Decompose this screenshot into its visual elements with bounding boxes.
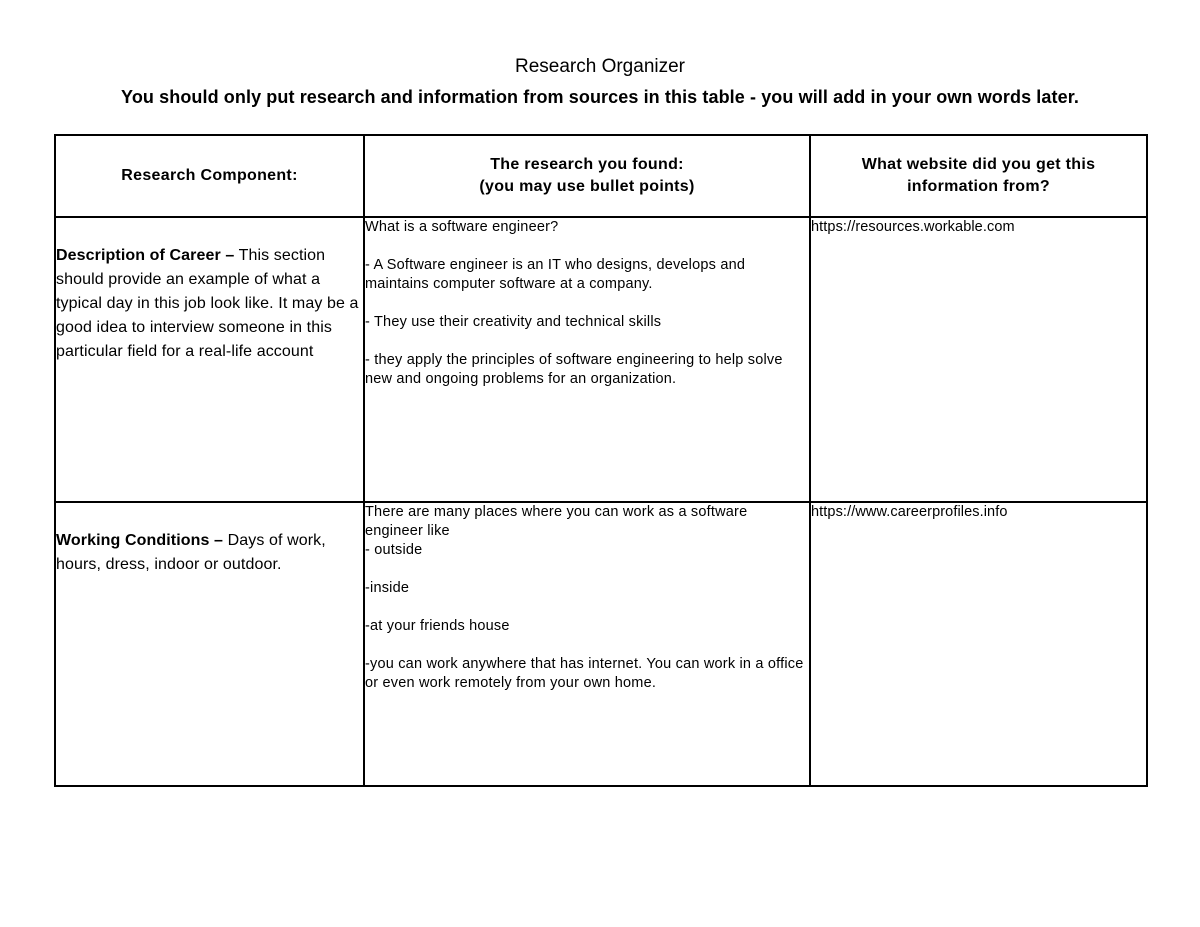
- research-line: There are many places where you can work as a software engineer like: [365, 504, 748, 539]
- research-line: - They use their creativity and technical skills: [365, 314, 662, 330]
- website-url: https://resources.workable.com: [811, 219, 1015, 235]
- header-component-label: Research Component:: [121, 167, 298, 184]
- table-header-row: [55, 135, 1147, 217]
- research-line: -you can work anywhere that has internet. You can work in a office or even work remotely from your own home.: [365, 656, 804, 691]
- research-line: - they apply the principles of software engineering to help solve new and ongoing problems for an organization.: [365, 352, 783, 387]
- header-research-found: [364, 135, 810, 217]
- component-cell: [55, 217, 364, 502]
- component-label: Working Conditions –: [56, 532, 224, 549]
- header-website: [810, 135, 1147, 217]
- research-line: What is a software engineer?: [365, 219, 559, 235]
- table-row-description-of-career: [55, 217, 1147, 502]
- component-description: Days of work, hours, dress, indoor or outdoor.: [56, 532, 326, 573]
- research-cell[interactable]: [364, 502, 810, 786]
- header-research-component: [55, 135, 364, 217]
- website-url: https://www.careerprofiles.info: [811, 504, 1008, 520]
- header-website-line1: What website did you get this: [861, 156, 1096, 173]
- research-line: - outside: [365, 542, 423, 558]
- header-research-line1: The research you found:: [490, 156, 684, 173]
- research-line: -at your friends house: [365, 618, 510, 634]
- header-website-line2: information from?: [907, 178, 1050, 195]
- header-research-line2: (you may use bullet points): [479, 178, 695, 195]
- page-title: Research Organizer: [514, 56, 686, 77]
- component-cell: [55, 502, 364, 786]
- research-organizer-table: [54, 134, 1148, 787]
- research-line: - A Software engineer is an IT who designs, develops and maintains computer software at a company.: [365, 257, 746, 292]
- website-cell[interactable]: [810, 217, 1147, 502]
- component-description: This section should provide an example of what a typical day in this job look like. It may be a good idea to interview someone in this particular field for a real-life account: [56, 247, 359, 360]
- component-label: Description of Career –: [56, 247, 235, 264]
- website-cell[interactable]: [810, 502, 1147, 786]
- page-instructions: You should only put research and information from sources in this table - you will add in your own words later.: [121, 87, 1079, 107]
- research-cell[interactable]: [364, 217, 810, 502]
- table-row-working-conditions: [55, 502, 1147, 786]
- research-line: -inside: [365, 580, 410, 596]
